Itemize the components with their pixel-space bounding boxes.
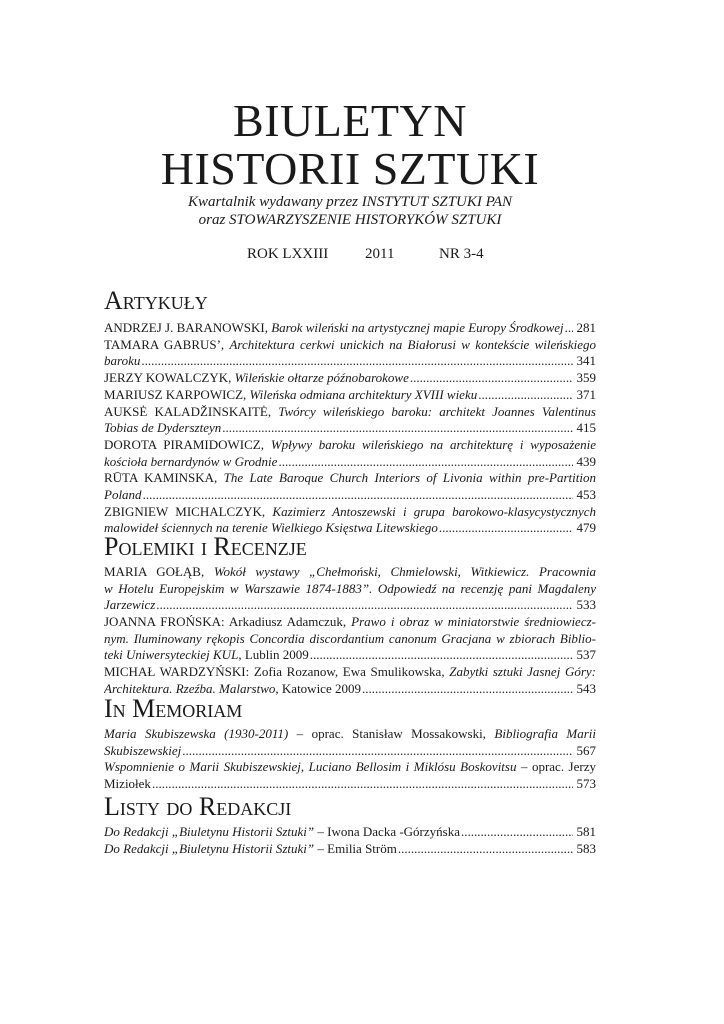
toc-title: Poland <box>104 486 142 502</box>
toc-entry-line <box>104 614 596 631</box>
toc-entry[interactable] <box>104 824 596 841</box>
toc-title: Wileńskie ołtarze późnobarokowe <box>234 370 409 386</box>
toc-entry-line <box>104 581 596 598</box>
toc-author: RŪTA KAMINSKA, <box>104 470 224 486</box>
section-title-listy: Listy do Redakcji <box>104 792 292 821</box>
journal-title-line1: BIULETYN <box>233 95 467 146</box>
toc-author: MARIUSZ KARPOWICZ, <box>104 386 250 402</box>
toc-author: JOANNA FROŃSKA: <box>104 614 229 630</box>
toc-entry-text <box>104 387 477 404</box>
journal-title-line2: HISTORII SZTUKI <box>160 143 540 194</box>
toc-title: Architektura cerkwi unickich na Białorusi w kontekście wileńskiego <box>229 336 596 352</box>
issue-year-roman: ROK LXXIII <box>247 246 329 262</box>
toc-entry[interactable] <box>104 387 596 404</box>
toc-page-number: 533 <box>576 597 596 613</box>
journal-subtitle-line1: Kwartalnik wydawany przez INSTYTUT SZTUKI PAN <box>187 194 513 210</box>
toc-title: The Late Baroque Church Interiors of Livonia within pre-Partition <box>223 470 596 486</box>
toc-author: TAMARA GABRUS’, <box>104 336 230 352</box>
toc-entry-line <box>104 776 596 793</box>
toc-title: Architektura. Rzeźba. Malarstwo <box>104 680 276 696</box>
toc-entry-text <box>104 353 140 370</box>
toc-leader-dots <box>438 520 573 537</box>
toc-page-number: 573 <box>576 776 596 792</box>
issue-year: 2011 <box>365 246 395 262</box>
toc-entry[interactable] <box>104 370 596 387</box>
toc-entry-text <box>104 597 155 614</box>
toc-page-number: 567 <box>576 742 596 758</box>
toc-author: DOROTA PIRAMIDOWICZ, <box>104 436 271 452</box>
toc-title: kościoła bernardynów w Grodnie <box>104 453 278 469</box>
toc-entry-line <box>104 743 596 760</box>
toc-leader-dots <box>181 743 572 760</box>
toc-plain-text: Arkadiusz Adamczuk, <box>228 614 352 630</box>
toc-title: Twórcy wileńskiego baroku: architekt Joannes Valentinus <box>278 403 596 419</box>
toc-entry[interactable] <box>104 664 596 697</box>
toc-entry-text <box>104 631 596 648</box>
toc-author: ANDRZEJ J. BARANOWSKI, <box>104 320 272 335</box>
toc-entry-text <box>104 504 596 521</box>
toc-title: malowideł ściennych na terenie Wielkiego Księstwa Litewskiego <box>104 520 438 536</box>
toc-entry-line <box>104 841 596 858</box>
toc-title: Jarzewicz <box>104 597 156 613</box>
toc-title: w Hotelu Europejskim w Warszawie 1874-1883”. Odpowiedź na recenzję pani Magdaleny <box>104 580 596 596</box>
toc-leader-dots <box>151 776 573 793</box>
toc-title: Kazimierz Antoszewski i grupa barokowo-klasycystycznych <box>272 503 596 519</box>
toc-entry[interactable] <box>104 759 596 792</box>
toc-page-number: 583 <box>576 840 596 856</box>
toc-page-number: 479 <box>576 520 596 536</box>
toc-title: Barok wileński na artystycznej mapie Europy Środkowej <box>271 320 564 335</box>
toc-page-number: 453 <box>576 486 596 502</box>
toc-entry-line <box>104 387 596 404</box>
toc-title: Wpływy baroku wileńskiego na architekturę i wyposażenie <box>270 436 596 452</box>
toc-title: baroku <box>104 353 141 369</box>
toc-author: JERZY KOWALCZYK, <box>104 370 235 386</box>
toc-entry[interactable] <box>104 726 596 759</box>
toc-author: MICHAŁ WARDZYŃSKI: <box>104 664 254 680</box>
toc-entry-text <box>104 470 596 487</box>
toc-entry-text <box>104 614 596 631</box>
toc-plain-text: , Katowice 2009 <box>275 680 361 696</box>
toc-entry-text <box>104 564 596 581</box>
toc-page-number: 281 <box>576 320 596 335</box>
toc-entry-text <box>104 647 309 664</box>
toc-page-number: 543 <box>576 680 596 696</box>
toc-leader-dots <box>477 387 572 404</box>
toc-entry-line <box>104 370 596 387</box>
toc-entry[interactable] <box>104 564 596 614</box>
toc-plain-text: – Emilia Ström <box>314 840 397 856</box>
section-title-artykuly: Artykuły <box>104 286 208 315</box>
toc-entry-line <box>104 420 596 437</box>
toc-title: Do Redakcji „Biuletynu Historii Sztuki” <box>104 824 315 839</box>
toc-title: Bibliografia Marii <box>494 726 596 741</box>
toc-entry-text <box>104 337 596 354</box>
toc-entry-line <box>104 564 596 581</box>
toc-entry[interactable] <box>104 470 596 503</box>
toc-entry[interactable] <box>104 614 596 664</box>
toc-leader-dots <box>142 487 573 504</box>
toc-title: nym. Iluminowany rękopis Concordia discordantium canonum Gracjana w zbiorach Biblio- <box>104 630 596 646</box>
toc-entry-text <box>104 370 409 387</box>
toc-entry-text <box>104 581 596 598</box>
toc-plain-text: – oprac. Jerzy <box>516 759 596 775</box>
toc-entry[interactable] <box>104 437 596 470</box>
toc-title: Prawo i obraz w miniatorstwie średniowiecz- <box>351 614 596 630</box>
toc-plain-text: Zofia Rozanow, Ewa Smulikowska, <box>253 664 450 680</box>
toc-plain-text: – Iwona Dacka -Górzyńska <box>314 824 460 839</box>
toc-entry-line <box>104 664 596 681</box>
toc-title: Wokół wystawy „Chełmoński, Chmielowski, Witkiewicz. Pracownia <box>213 564 596 579</box>
toc-entry-text <box>104 664 596 681</box>
toc-page-number: 581 <box>576 824 596 839</box>
toc-leader-dots <box>155 597 572 614</box>
toc-leader-dots <box>564 320 573 337</box>
toc-leader-dots <box>460 824 573 841</box>
section-title-memoriam: In Memoriam <box>104 694 243 723</box>
toc-entry-text <box>104 824 460 841</box>
toc-entry-line <box>104 504 596 521</box>
toc-leader-dots <box>397 841 573 858</box>
toc-entry-line <box>104 759 596 776</box>
toc-page-number: 341 <box>576 353 596 369</box>
toc-author: ZBIGNIEW MICHALCZYK, <box>104 503 273 519</box>
toc-leader-dots <box>221 420 572 437</box>
toc-entry-line <box>104 470 596 487</box>
toc-entry-line <box>104 437 596 454</box>
toc-entry-line <box>104 726 596 743</box>
toc-entry[interactable] <box>104 337 596 370</box>
toc-leader-dots <box>140 353 572 370</box>
toc-leader-dots <box>409 370 573 387</box>
toc-title: Wileńska odmiana architektury XVIII wieku <box>249 386 478 402</box>
toc-entry[interactable] <box>104 841 596 858</box>
toc-entry-text <box>104 487 142 504</box>
toc-page-number: 537 <box>576 647 596 663</box>
toc-entry-text <box>104 726 596 743</box>
toc-entry-text <box>104 420 221 437</box>
toc-author: MARIA GOŁĄB, <box>104 564 214 579</box>
toc-title: Do Redakcji „Biuletynu Historii Sztuki” <box>104 840 315 856</box>
toc-title: Maria Skubiszewska (1930-2011) <box>104 726 289 741</box>
toc-page-number: 359 <box>576 370 596 386</box>
toc-title: Zabytki sztuki Jasnej Góry: <box>449 664 596 680</box>
toc-entry-line <box>104 353 596 370</box>
toc-entry-text <box>104 759 596 776</box>
toc-author: AUKSĖ KALADŽINSKAITĖ, <box>104 403 279 419</box>
toc-entry-line <box>104 404 596 421</box>
toc-plain-text: Miziołek <box>104 776 151 792</box>
toc-title: Skubiszewskiej <box>104 742 182 758</box>
toc-entry-line <box>104 597 596 614</box>
toc-leader-dots <box>361 681 573 698</box>
journal-subtitle-line2: oraz STOWARZYSZENIE HISTORYKÓW SZTUKI <box>198 212 502 228</box>
toc-entry-line <box>104 320 596 337</box>
toc-entry-text <box>104 454 277 471</box>
toc-entry-text <box>104 437 596 454</box>
section-title-polemiki: Polemiki i Recenzje <box>104 532 307 561</box>
issue-number: NR 3-4 <box>439 246 484 262</box>
toc-entry-line <box>104 487 596 504</box>
toc-title: Tobias de Dyderszteyn <box>104 420 222 436</box>
toc-entry-line <box>104 337 596 354</box>
toc-entry-text <box>104 776 151 793</box>
toc-title: teki Uniwersyteckiej KUL <box>104 647 239 663</box>
toc-entry-text <box>104 841 397 858</box>
toc-entry-text <box>104 743 181 760</box>
toc-page-number: 415 <box>576 420 596 436</box>
toc-title: Wspomnienie o Marii Skubiszewskiej, Luciano Bellosim i Miklósu Boskovitsu <box>104 759 517 775</box>
toc-leader-dots <box>277 454 572 471</box>
toc-entry-line <box>104 824 596 841</box>
toc-page-number: 371 <box>576 386 596 402</box>
toc-plain-text: , Lublin 2009 <box>238 647 309 663</box>
toc-entry-line <box>104 454 596 471</box>
toc-entry-line <box>104 647 596 664</box>
toc-entry-text <box>104 404 596 421</box>
toc-entry[interactable] <box>104 404 596 437</box>
toc-leader-dots <box>309 647 573 664</box>
toc-page-number: 439 <box>576 453 596 469</box>
toc-plain-text: – oprac. Stanisław Mossakowski, <box>288 726 495 741</box>
toc-entry[interactable] <box>104 320 596 337</box>
toc-entry-line <box>104 631 596 648</box>
toc-entry-text <box>104 320 564 337</box>
